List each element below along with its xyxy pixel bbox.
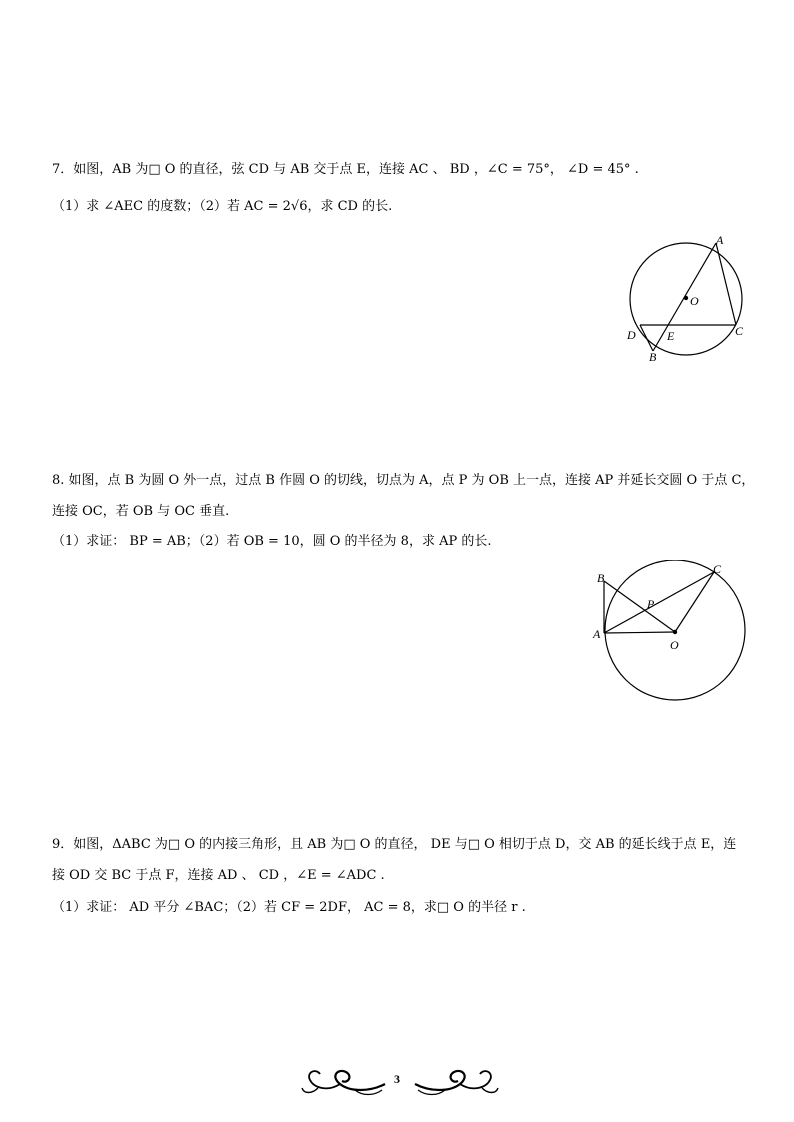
q8-line-3: （1）求证： BP = AB；（2）若 OB = 10，圆 O 的半径为 8，求 AP 的长. bbox=[52, 534, 492, 549]
q8-line-1: 8. 如图，点 B 为圆 O 外一点，过点 B 作圆 O 的切线，切点为 A，点 P 为 OB 上一点，连接 AP 并延长交圆 O 于点 C， bbox=[52, 473, 755, 488]
page-number: 3 bbox=[394, 1072, 400, 1086]
q9-line-2: 接 OD 交 BC 于点 F，连接 AD 、 CD ，∠E = ∠ADC . bbox=[52, 868, 385, 883]
figure-7 bbox=[615, 230, 765, 370]
fig8-label-O: O bbox=[670, 638, 679, 652]
q8-line-2: 连接 OC，若 OB 与 OC 垂直. bbox=[52, 504, 230, 519]
fig7-label-B: B bbox=[649, 350, 657, 364]
fig8-label-C: C bbox=[713, 562, 722, 576]
figure-8 bbox=[590, 560, 760, 705]
q7-line-1: 7．如图，AB 为□ O 的直径，弦 CD 与 AB 交于点 E，连接 AC 、 BD ，∠C = 75°， ∠D = 45° . bbox=[52, 162, 639, 177]
fig8-label-B: B bbox=[597, 571, 605, 585]
fig7-label-O: O bbox=[690, 294, 699, 308]
q9-line-3: （1）求证： AD 平分 ∠BAC；（2）若 CF = 2DF， AC = 8，求□ O 的半径 r . bbox=[52, 900, 526, 915]
fig8-label-A: A bbox=[593, 627, 601, 641]
q7-line-2: （1）求 ∠AEC 的度数；（2）若 AC = 2√6，求 CD 的长. bbox=[52, 199, 393, 214]
fig7-label-D: D bbox=[627, 328, 636, 342]
fig7-label-A: A bbox=[716, 233, 724, 247]
fig7-label-C: C bbox=[735, 324, 744, 338]
q9-line-1: 9．如图，ΔABC 为□ O 的内接三角形，且 AB 为□ O 的直径， DE 与□ O 相切于点 D，交 AB 的延长线于点 E，连 bbox=[52, 837, 737, 852]
fig7-label-E: E bbox=[667, 329, 675, 343]
fig8-label-P: P bbox=[647, 597, 655, 611]
